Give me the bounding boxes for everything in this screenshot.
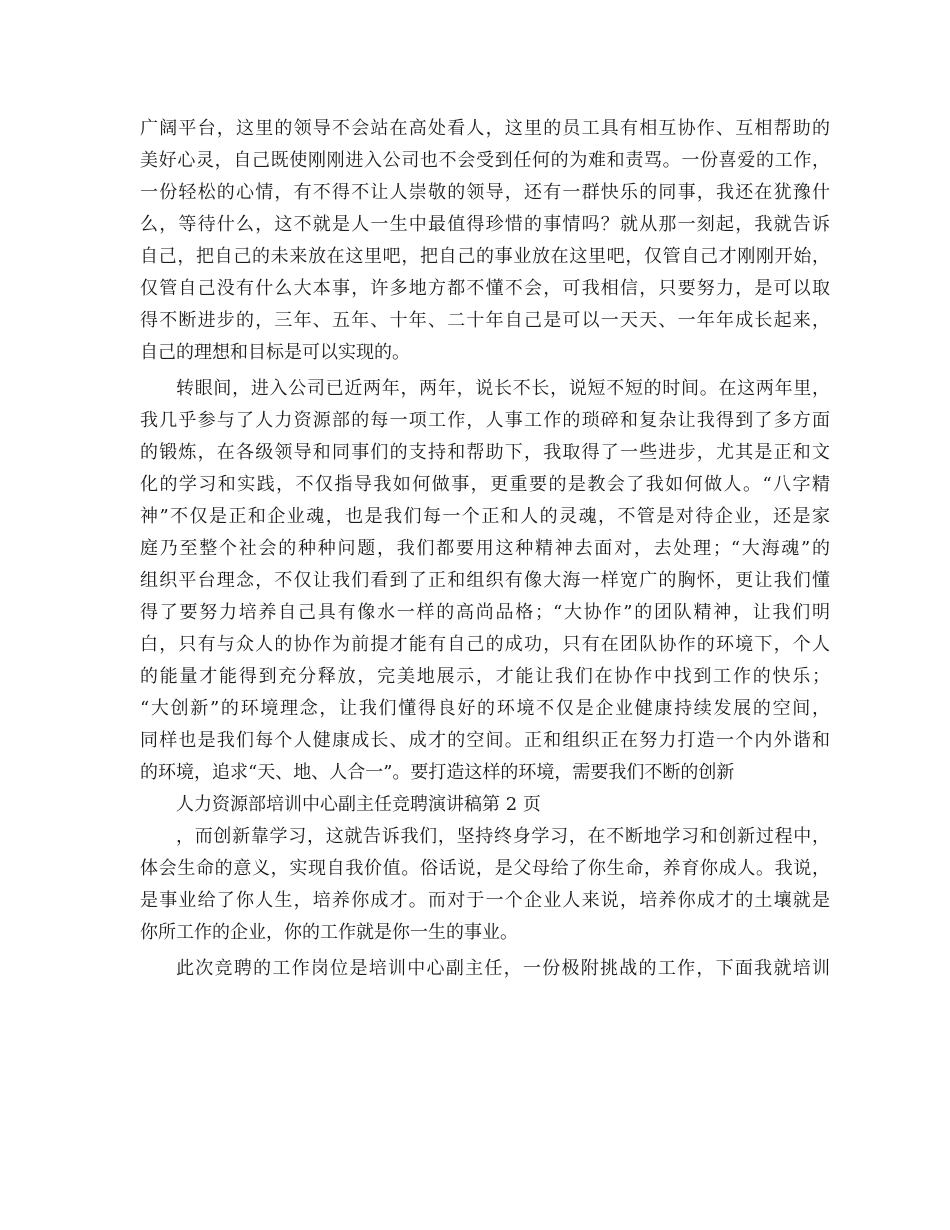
paragraph-2 [140, 373, 830, 789]
text-line: 神”不仅是正和企业魂，也是我们每一个正和人的灵魂，不管是对待企业，还是家 [140, 506, 830, 527]
text-line: 的锻炼，在各级领导和同事们的支持和帮助下，我取得了一些进步，尤其是正和文 [140, 442, 830, 463]
text-line: 的能量才能得到充分释放，完美地展示，才能让我们在协作中找到工作的快乐； [140, 666, 830, 687]
text-line: ，而创新靠学习，这就告诉我们，坚持终身学习，在不断地学习和创新过程中， [176, 826, 830, 847]
text-line: 庭乃至整个社会的种种问题，我们都要用这种精神去面对，去处理；“大海魂”的 [140, 538, 830, 559]
paragraph-1 [140, 113, 830, 369]
text-line: 我几乎参与了人力资源部的每一项工作，人事工作的琐碎和复杂让我得到了多方面 [140, 410, 830, 431]
text-line: 体会生命的意义，实现自我价值。俗话说，是父母给了你生命，养育你成人。我说， [140, 858, 830, 879]
text-line: 组织平台理念，不仅让我们看到了正和组织有像大海一样宽广的胸怀，更让我们懂 [140, 570, 830, 591]
text-line: 得不断进步的，三年、五年、十年、二十年自己是可以一天天、一年年成长起来， [140, 310, 830, 331]
text-line: 美好心灵，自己既使刚刚进入公司也不会受到任何的为难和责骂。一份喜爱的工作， [140, 150, 830, 171]
text-line: 白，只有与众人的协作为前提才能有自己的成功，只有在团队协作的环境下，个人 [140, 634, 830, 655]
page-footer: 人力资源部培训中心副主任竞聘演讲稿第 2 页 [176, 794, 541, 815]
text-line: 同样也是我们每个人健康成长、成才的空间。正和组织正在努力打造一个内外谐和 [140, 730, 830, 751]
text-line: 自己的理想和目标是可以实现的。 [140, 342, 410, 363]
text-line: 得了要努力培养自己具有像水一样的高尚品格；“大协作”的团队精神，让我们明 [140, 602, 830, 623]
text-line: 一份轻松的心情，有不得不让人崇敬的领导，还有一群快乐的同事，我还在犹豫什 [140, 182, 830, 203]
text-line: 么，等待什么，这不就是人一生中最值得珍惜的事情吗？就从那一刻起，我就告诉 [140, 214, 830, 235]
text-line: 是事业给了你人生，培养你成才。而对于一个企业人来说，培养你成才的土壤就是 [140, 890, 830, 911]
document-body [140, 113, 830, 985]
paragraph-3 [140, 821, 830, 949]
text-line: “大创新”的环境理念，让我们懂得良好的环境不仅是企业健康持续发展的空间， [140, 698, 830, 719]
text-line: 转眼间，进入公司已近两年，两年，说长不长，说短不短的时间。在这两年里， [176, 378, 830, 399]
text-line: 化的学习和实践，不仅指导我如何做事，更重要的是教会了我如何做人。“八字精 [140, 474, 830, 495]
text-line: 广阔平台，这里的领导不会站在高处看人，这里的员工具有相互协作、互相帮助的 [140, 118, 830, 139]
text-line: 的环境，追求“天、地、人合一”。要打造这样的环境，需要我们不断的创新 [140, 762, 735, 783]
text-line: 你所工作的企业，你的工作就是你一生的事业。 [140, 922, 518, 943]
text-line: 仅管自己没有什么大本事，许多地方都不懂不会，可我相信，只要努力，是可以取 [140, 278, 830, 299]
text-line: 自己，把自己的未来放在这里吧，把自己的事业放在这里吧，仅管自己才刚刚开始， [140, 246, 830, 267]
text-line: 此次竞聘的工作岗位是培训中心副主任，一份极附挑战的工作，下面我就培训 [176, 958, 830, 979]
paragraph-4 [140, 953, 830, 985]
